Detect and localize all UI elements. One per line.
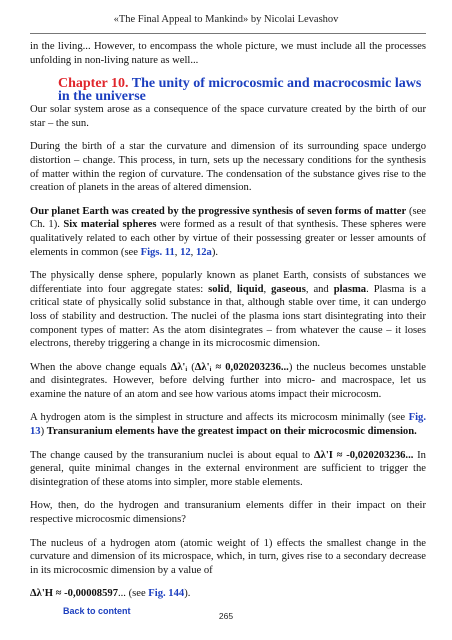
text-run: ). xyxy=(211,246,219,258)
bold-text: Δλ'ᵢ ≈ 0,020203236... xyxy=(194,361,289,373)
paragraph-solar-system: Our solar system arose as a consequence of the space curvature created by the birth of our star – the sun. xyxy=(30,104,426,129)
running-header: «The Final Appeal to Mankind» by Nicolai Levashov xyxy=(113,14,339,25)
bold-text: Our planet Earth was created by the progressive synthesis of seven forms of matter xyxy=(30,205,407,217)
bold-text: Δλ'ᵢ xyxy=(170,361,188,373)
bold-text: solid xyxy=(208,283,230,295)
text-run: , xyxy=(229,283,237,295)
figure-link-11[interactable]: Figs. 11 xyxy=(140,246,175,258)
paragraph-aggregate-states xyxy=(30,269,426,351)
text-run: ) xyxy=(40,426,47,438)
text-run: The change caused by the transuranium nuclei is about equal to xyxy=(30,449,314,461)
text-run: In general, quite minimal changes in the external environment are sufficient to trigger the disintegration of these atoms into simpler, more stable elements. xyxy=(30,449,426,488)
text-run: ... (see xyxy=(118,588,149,600)
text-run: , and xyxy=(305,283,334,295)
paragraph-intro: in the living... However, to encompass the whole picture, we must include all the processes unfolding in non-living nature as well... xyxy=(30,41,426,66)
text-run: (see Ch. 1). xyxy=(30,205,427,231)
bold-text: Six material spheres xyxy=(63,219,157,231)
chapter-number: Chapter 10. xyxy=(58,76,129,92)
text-run: When the above change equals xyxy=(30,361,171,373)
text-run: . Plasma is a critical state of physically solid substance in that, although stable over time, it can undergo loss of stability and destruction. The nuclei of the plasma ions start disintegrating into their component types of matter: As the atom disintegrates – from whatever the cause – it loses electrons, thereby triggering a change in its microcosmic dimension. xyxy=(30,283,426,350)
page-content xyxy=(30,40,426,601)
paragraph-change-equals xyxy=(30,361,426,402)
bold-text: Δλ'H ≈ -0,00008597 xyxy=(30,588,118,600)
figure-link-13[interactable]: Fig. 13 xyxy=(30,412,426,438)
paragraph-earth-creation xyxy=(30,205,426,259)
paragraph-transuranium-change xyxy=(30,449,426,490)
text-run: , xyxy=(263,283,272,295)
figure-link-144[interactable]: Fig. 144 xyxy=(148,588,185,600)
bold-text: Δλ'I ≈ -0,020203236... xyxy=(313,449,414,461)
text-run: ). xyxy=(184,588,191,600)
bold-text: plasma xyxy=(333,283,367,295)
text-run: A hydrogen atom is the simplest in structure and affects its microcosm minimally (see xyxy=(30,412,409,424)
bold-text: Transuranium elements have the greatest impact on their microcosmic dimension. xyxy=(46,426,417,438)
text-run: were formed as a result of that synthesis. These spheres were qualitatively related to each other by virtue of their possessing greater or lesser amounts of elements in common (see xyxy=(30,219,426,258)
text-run: The physically dense sphere, popularly known as planet Earth, consists of substances we differentiate into four aggregate states: xyxy=(30,270,426,295)
figure-link-12a[interactable]: 12a xyxy=(195,246,212,258)
figure-link-12[interactable]: 12 xyxy=(180,246,191,258)
paragraph-formula xyxy=(30,587,426,601)
text-run: , xyxy=(174,246,181,258)
header-rule xyxy=(30,33,426,34)
bold-text: liquid xyxy=(236,283,264,295)
paragraph-star-birth: During the birth of a star the curvature and dimension of its surrounding space undergo distortion – change. This process, in turn, sets up the necessary conditions for the synthesis of matter within the region of curvature. The condensation of the substance gives rise to the creation of planets in the areas of altered dimension. xyxy=(30,141,426,194)
text-run: ) the nucleus becomes unstable and disintegrates. However, before delving further into micro- and macrospace, let us examine the nature of an atom and see how various atoms impact their microcosm. xyxy=(30,361,427,400)
chapter-title: The unity of microcosmic and macrocosmic laws in the universe xyxy=(58,76,422,105)
paragraph-hydrogen-atom xyxy=(30,411,426,438)
back-to-content-link[interactable]: Back to content xyxy=(63,606,131,616)
paragraph-hydrogen-nucleus: The nucleus of a hydrogen atom (atomic weight of 1) effects the smallest change in the curvature and dimension of its microspace, which, in turn, gives rise to a secondary decrease in its microcosmic dimension by a value of xyxy=(30,537,426,576)
chapter-heading xyxy=(30,77,426,103)
paragraph-question: How, then, do the hydrogen and transuranium elements differ in their impact on their respective microcosmic dimensions? xyxy=(30,500,426,526)
text-run: , xyxy=(190,246,196,258)
bold-text: gaseous xyxy=(271,283,306,295)
page-number: 265 xyxy=(218,611,234,621)
text-run: ( xyxy=(187,361,195,373)
